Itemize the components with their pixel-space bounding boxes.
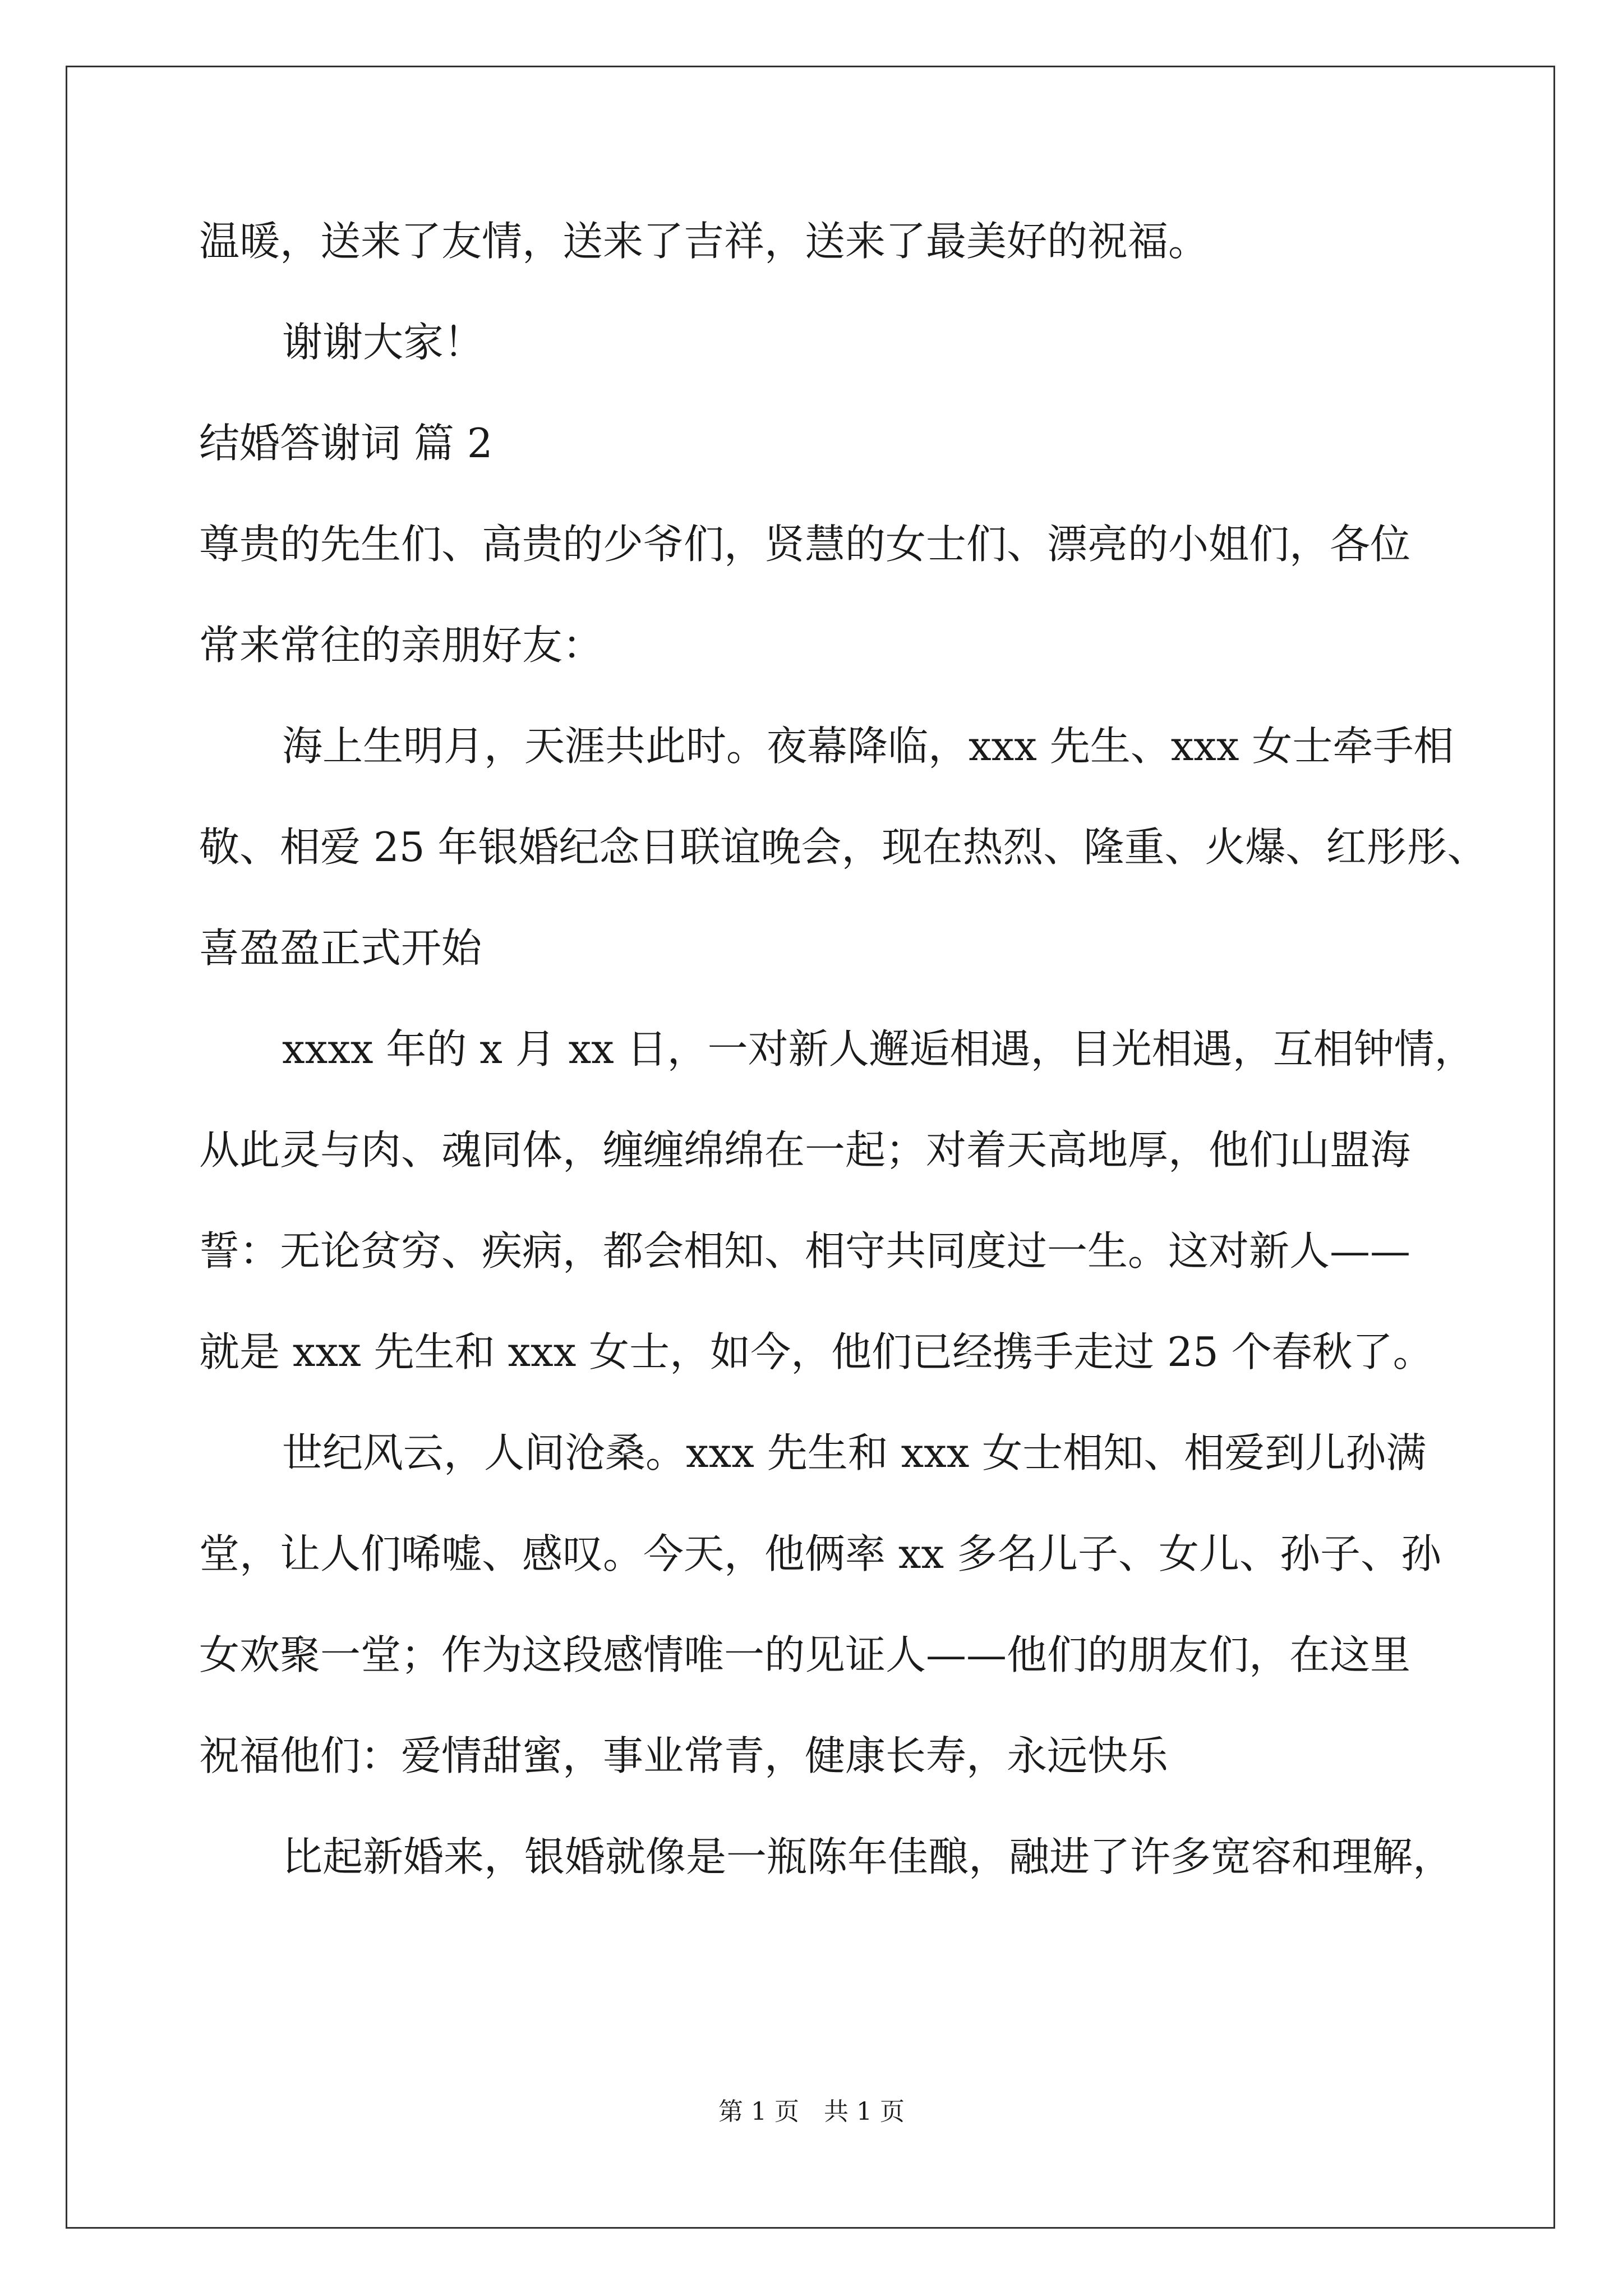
text-line: xxxx 年的 x 月 xx 日，一对新人邂逅相遇，目光相遇，互相钟情，	[282, 1025, 1475, 1073]
text-line: 喜盈盈正式开始	[199, 924, 482, 972]
text-line: 谢谢大家！	[282, 319, 485, 366]
text-line: 尊贵的先生们、高贵的少爷们，贤慧的女士们、漂亮的小姐们，各位	[199, 521, 1411, 568]
page-footer: 第 1 页 共 1 页	[718, 2097, 905, 2126]
text-line: 祝福他们：爱情甜蜜，事业常青，健康长寿，永远快乐	[199, 1732, 1169, 1779]
text-line: 誓：无论贫穷、疾病，都会相知、相守共同度过一生。这对新人——	[199, 1227, 1411, 1274]
section-heading: 结婚答谢词 篇 2	[199, 420, 493, 467]
text-line: 温暖，送来了友情，送来了吉祥，送来了最美好的祝福。	[199, 218, 1209, 265]
text-line: 敬、相爱 25 年银婚纪念日联谊晚会，现在热烈、隆重、火爆、红彤彤、	[199, 823, 1488, 871]
text-line: 女欢聚一堂；作为这段感情唯一的见证人——他们的朋友们，在这里	[199, 1631, 1411, 1678]
text-line: 从此灵与肉、魂同体，缠缠绵绵在一起；对着天高地厚，他们山盟海	[199, 1126, 1411, 1174]
text-line: 比起新婚来，银婚就像是一瓶陈年佳酿，融进了许多宽容和理解，	[282, 1833, 1454, 1880]
text-line: 常来常往的亲朋好友：	[199, 622, 603, 669]
text-line: 世纪风云，人间沧桑。xxx 先生和 xxx 女士相知、相爱到儿孙满	[282, 1429, 1427, 1476]
text-line: 堂，让人们唏嘘、感叹。今天，他俩率 xx 多名儿子、女儿、孙子、孙	[199, 1530, 1441, 1577]
text-line: 就是 xxx 先生和 xxx 女士，如今，他们已经携手走过 25 个春秋了。	[199, 1328, 1433, 1375]
text-line: 海上生明月，天涯共此时。夜幕降临，xxx 先生、xxx 女士牵手相	[282, 723, 1454, 770]
